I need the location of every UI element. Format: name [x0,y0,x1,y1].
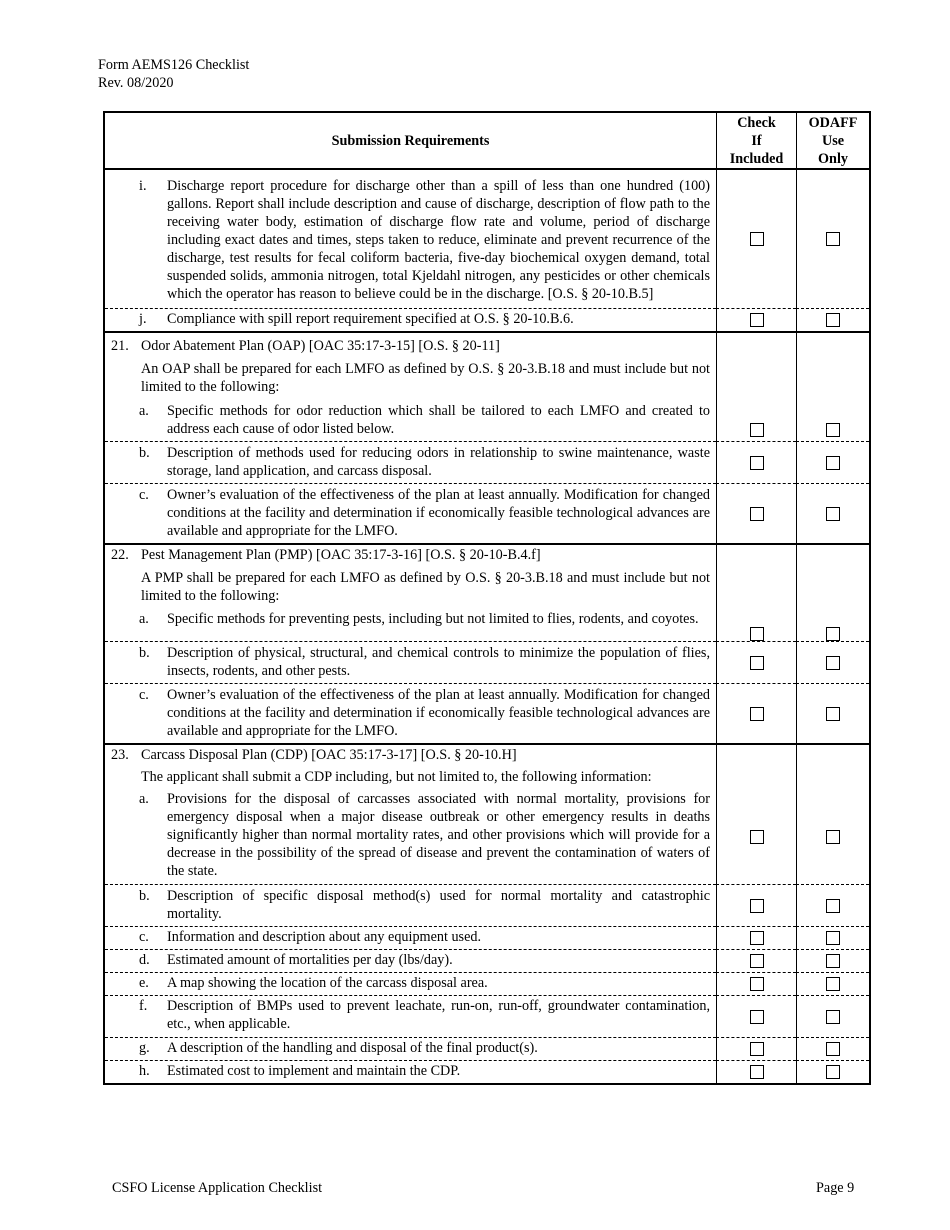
odaff-cell [796,926,869,949]
check-cell [716,400,796,441]
item-text: Estimated cost to implement and maintain the CDP. [167,1063,461,1079]
check-cell [716,790,796,884]
footer-title: CSFO License Application Checklist [112,1180,323,1196]
odaff-use-only-checkbox[interactable] [826,931,840,945]
check-cell [716,1037,796,1060]
odaff-header-line1: ODAFF [808,114,858,131]
table-row [105,926,716,949]
check-cell [716,609,796,641]
check-header-line3: Included [729,150,784,167]
table-row [105,441,716,483]
item-label: j. [139,311,147,327]
table-row [105,884,716,926]
check-if-included-checkbox[interactable] [750,507,764,521]
item-text: Owner’s evaluation of the effectiveness of the plan at least annually. Modification for changed conditions at the facility and determination if economically feasible technological advances are available and appropriate for the LMFO. [167,687,710,739]
odaff-cell [796,972,869,995]
check-if-included-checkbox[interactable] [750,313,764,327]
table-row [105,790,716,884]
section-intro: An OAP shall be prepared for each LMFO as defined by O.S. § 20-3.B.18 and must include but not limited to the following: [141,361,710,395]
item-text: Estimated amount of mortalities per day (lbs/day). [167,952,453,968]
item-label: c. [139,687,149,703]
item-text: A map showing the location of the carcass disposal area. [167,975,488,991]
item-text: Specific methods for odor reduction which shall be tailored to each LMFO and created to address each cause of odor listed below. [167,403,710,437]
item-label: g. [139,1040,150,1056]
check-cell [716,884,796,926]
odaff-cell [796,995,869,1037]
section-number: 23. [111,747,129,763]
item-text: Provisions for the disposal of carcasses associated with normal mortality, provisions for emergency disposal when a major disease outbreak or other emergency results in deaths significantly higher than normal mortality rates, and other provisions which will provide for a decrease in the possibility of the spread of disease and prevent the contamination of waters of the state. [167,791,710,879]
odaff-cell [796,308,869,331]
item-text: Description of BMPs used to prevent leachate, run-on, run-off, groundwater contamination, etc., when applicable. [167,998,710,1032]
odaff-use-only-checkbox[interactable] [826,899,840,913]
item-text: Description of specific disposal method(s) used for normal mortality and catastrophic mortality. [167,888,710,922]
odaff-cell [796,949,869,972]
item-text: Compliance with spill report requirement specified at O.S. § 20-10.B.6. [167,311,574,327]
check-cell [716,926,796,949]
odaff-cell [796,790,869,884]
check-cell [716,995,796,1037]
check-cell [716,441,796,483]
section-21-header [105,331,716,400]
odaff-use-only-checkbox[interactable] [826,507,840,521]
check-if-included-checkbox[interactable] [750,954,764,968]
item-text: A description of the handling and disposal of the final product(s). [167,1040,538,1056]
item-text: Information and description about any equipment used. [167,929,482,945]
table-row [105,609,716,641]
item-label: c. [139,929,149,945]
odaff-cell [796,609,869,641]
table-row [105,995,716,1037]
table-row [105,641,716,683]
check-cell [716,949,796,972]
table-row [105,683,716,743]
item-text: Discharge report procedure for discharge other than a spill of less than one hundred (100) gallons. Report shall include description and cause of discharge, description of flow path to the receiving water body, estimation of discharge flow rate and volume, period of discharge including exact dates and times, steps taken to reduce, eliminate and prevent recurrence of the discharge, test results for fecal coliform bacteria, five-day biochemical oxygen demand, total suspended solids, ammonia nitrogen, total Kjeldahl nitrogen, any pesticides or other chemicals which the operator has reason to believe could be in the discharge. [O.S. § 20-10.B.5] [167,178,710,302]
item-label: b. [139,645,150,661]
odaff-cell [796,884,869,926]
odaff-use-only-checkbox[interactable] [826,1042,840,1056]
table-row [105,400,716,441]
check-if-included-checkbox[interactable] [750,830,764,844]
odaff-use-only-checkbox[interactable] [826,830,840,844]
item-text: Description of physical, structural, and chemical controls to minimize the population of flies, insects, rodents, and other pests. [167,645,710,679]
item-label: h. [139,1063,150,1079]
check-cell [716,972,796,995]
requirements-table [103,111,871,1085]
odaff-header-line2: Use [821,132,845,149]
odaff-cell [796,400,869,441]
odaff-use-only-checkbox[interactable] [826,707,840,721]
form-revision: Rev. 08/2020 [98,75,174,91]
check-if-included-checkbox[interactable] [750,931,764,945]
check-if-included-checkbox[interactable] [750,232,764,246]
section-intro: The applicant shall submit a CDP including, but not limited to, the following information: [141,769,652,785]
check-if-included-checkbox[interactable] [750,899,764,913]
page-number: Page 9 [816,1180,855,1196]
check-if-included-checkbox[interactable] [750,1042,764,1056]
table-row [105,170,716,308]
check-cell [716,170,796,308]
odaff-use-only-checkbox[interactable] [826,1010,840,1024]
check-header-line1: Check [737,114,776,131]
check-cell [716,641,796,683]
section-22-header [105,543,716,609]
check-if-included-checkbox[interactable] [750,656,764,670]
check-if-included-checkbox[interactable] [750,707,764,721]
section-title: Odor Abatement Plan (OAP) [OAC 35:17-3-15] [O.S. § 20-11] [141,338,500,354]
odaff-cell [796,1037,869,1060]
odaff-use-only-checkbox[interactable] [826,656,840,670]
check-if-included-checkbox[interactable] [750,1010,764,1024]
check-cell [716,483,796,543]
check-if-included-checkbox[interactable] [750,456,764,470]
odaff-cell [796,483,869,543]
odaff-cell [796,683,869,743]
odaff-use-only-checkbox[interactable] [826,627,840,641]
odaff-use-only-checkbox[interactable] [826,977,840,991]
section-title: Pest Management Plan (PMP) [OAC 35:17-3-16] [O.S. § 20-10-B.4.f] [141,547,541,563]
odaff-use-only-checkbox[interactable] [826,423,840,437]
table-row [105,1037,716,1060]
section-23-header [105,743,716,790]
item-label: a. [139,791,149,807]
form-name: Form AEMS126 Checklist [98,57,250,73]
check-if-included-checkbox[interactable] [750,423,764,437]
odaff-cell [796,641,869,683]
table-row [105,972,716,995]
odaff-cell [796,1060,869,1083]
table-row [105,949,716,972]
check-if-included-checkbox[interactable] [750,977,764,991]
item-text: Description of methods used for reducing odors in relationship to swine maintenance, waste storage, land application, and carcass disposal. [167,445,710,479]
item-label: b. [139,888,150,904]
item-label: c. [139,487,149,503]
table-row [105,308,716,331]
check-cell [716,308,796,331]
form-header [98,56,249,92]
table-row [105,483,716,543]
section-title: Carcass Disposal Plan (CDP) [OAC 35:17-3-17] [O.S. § 20-10.H] [141,747,517,763]
item-text: Specific methods for preventing pests, including but not limited to flies, rodents, and coyotes. [167,611,699,627]
odaff-cell [796,441,869,483]
item-label: e. [139,975,149,991]
odaff-use-only-checkbox[interactable] [826,313,840,327]
odaff-use-only-checkbox[interactable] [826,456,840,470]
item-text: Owner’s evaluation of the effectiveness of the plan at least annually. Modification for changed conditions at the facility and determination if economically feasible technological advances are available and appropriate for the LMFO. [167,487,710,539]
column-header-odaff [796,113,869,170]
check-cell [716,683,796,743]
table-row [105,1060,716,1083]
section-number: 22. [111,547,129,563]
column-header-requirements: Submission Requirements [105,113,716,170]
odaff-cell [796,170,869,308]
check-if-included-checkbox[interactable] [750,627,764,641]
column-header-check [716,113,796,170]
check-if-included-checkbox[interactable] [750,1065,764,1079]
item-label: i. [139,178,147,194]
check-cell [716,1060,796,1083]
odaff-header-line3: Only [818,150,848,167]
item-label: f. [139,998,148,1014]
item-label: a. [139,611,149,627]
odaff-use-only-checkbox[interactable] [826,954,840,968]
item-label: b. [139,445,150,461]
section-intro: A PMP shall be prepared for each LMFO as defined by O.S. § 20-3.B.18 and must include but not limited to the following: [141,570,710,604]
item-label: a. [139,403,149,419]
odaff-use-only-checkbox[interactable] [826,232,840,246]
item-label: d. [139,952,150,968]
section-number: 21. [111,338,129,354]
odaff-use-only-checkbox[interactable] [826,1065,840,1079]
check-header-line2: If [751,132,762,149]
